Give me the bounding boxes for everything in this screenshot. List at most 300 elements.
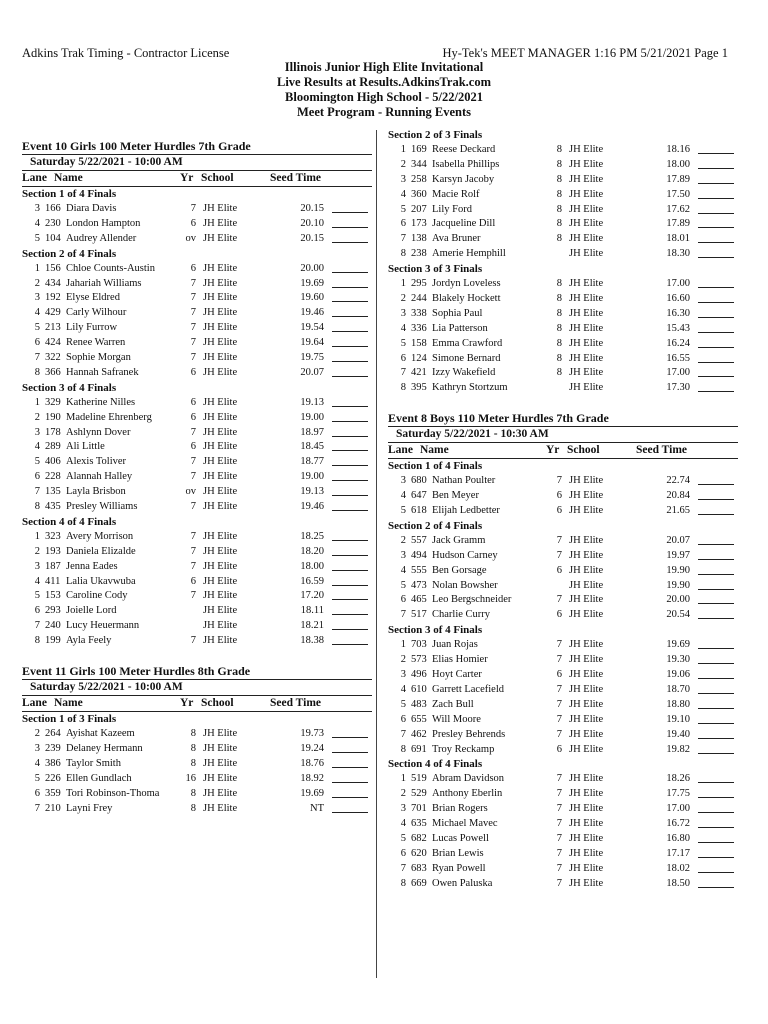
school-name: JH Elite [569,683,604,695]
lane-number: 3 [34,292,40,304]
athlete-name: Katherine Nilles [66,396,136,408]
result-blank-line [332,436,368,437]
athlete-name: Abram Davidson [432,773,505,785]
school-name: JH Elite [569,549,604,561]
athlete-year: 7 [556,803,562,815]
seed-time: 19.69 [666,639,690,651]
entry-row [22,619,372,634]
result-blank-line [332,361,368,362]
lane-number: 8 [400,743,406,755]
seed-time: 19.13 [300,396,324,408]
school-name: JH Elite [203,277,238,289]
school-name: JH Elite [569,322,604,334]
athlete-name: Carly Wilhour [66,307,127,319]
result-blank-line [698,693,734,694]
result-blank-line [332,510,368,511]
name-header: Name [420,444,449,457]
athlete-year: 8 [190,802,196,814]
result-blank-line [698,603,734,604]
result-blank-line [698,347,734,348]
seed-time: 19.64 [300,337,324,349]
competitor-number: 647 [411,490,427,502]
entry-row [22,802,372,817]
entry-row [22,396,372,411]
entry-row [22,455,372,470]
seed-time-header: Seed Time [270,172,322,184]
result-blank-line [332,495,368,496]
competitor-number: 669 [411,877,427,889]
school-name: JH Elite [569,367,604,379]
competitor-number: 228 [45,471,61,483]
school-name: JH Elite [203,802,238,814]
athlete-year: 7 [556,877,562,889]
athlete-name: Lalia Ukavwuba [66,575,136,587]
competitor-number: 210 [45,802,61,814]
session-time: Saturday 5/22/2021 - 10:00 AM [22,679,372,696]
school-name: JH Elite [203,217,238,229]
seed-time: 16.59 [300,575,324,587]
athlete-year: 7 [190,545,196,557]
athlete-name: Owen Paluska [432,877,493,889]
result-blank-line [698,153,734,154]
seed-time: 18.38 [300,635,324,647]
meet-title: Illinois Junior High Elite Invitational [284,60,484,74]
entry-row [22,530,372,545]
athlete-name: Ayishat Kazeem [66,728,135,740]
result-blank-line [698,574,734,575]
lane-number: 3 [400,173,406,185]
seed-time: 19.54 [300,322,324,334]
lane-number: 3 [400,803,406,815]
entry-row [388,802,738,817]
column-divider [376,130,377,978]
school-name: JH Elite [569,203,604,215]
entry-row [22,772,372,787]
school-name: JH Elite [569,773,604,785]
athlete-name: Lucas Powell [432,832,489,844]
seed-time: 18.50 [666,877,690,889]
school-name: JH Elite [203,501,238,513]
lane-number: 2 [34,545,40,557]
athlete-year: 7 [556,683,562,695]
lane-number: 7 [400,233,406,245]
seed-time: 19.40 [666,728,690,740]
seed-time: 17.75 [666,788,690,800]
seed-time: 20.00 [666,594,690,606]
lane-number: 2 [34,411,40,423]
seed-time: 19.10 [666,713,690,725]
entry-row [388,203,738,218]
athlete-year: 7 [556,847,562,859]
athlete-year: 7 [190,292,196,304]
lane-number: 1 [400,278,406,290]
lane-number: 3 [400,549,406,561]
result-blank-line [332,227,368,228]
competitor-number: 680 [411,475,427,487]
school-name: JH Elite [203,575,238,587]
seed-time-header: Seed Time [636,444,688,457]
seed-time: 17.89 [666,218,690,230]
competitor-number: 169 [411,144,427,155]
entry-row [388,743,738,758]
athlete-year: 6 [556,490,562,502]
school-name: JH Elite [569,832,604,844]
competitor-number: 517 [411,609,427,621]
lane-number: 1 [400,144,406,155]
seed-time: 20.07 [666,534,690,546]
athlete-name: Brian Rogers [432,803,488,815]
result-blank-line [332,346,368,347]
meet-venue: Bloomington High School - 5/22/2021 [285,90,483,104]
athlete-name: Elijah Ledbetter [432,505,500,517]
result-blank-line [698,514,734,515]
lane-number: 6 [400,847,406,859]
athlete-year: 8 [556,322,562,334]
year-header: Yr [180,172,194,184]
school-name: JH Elite [203,411,238,423]
lane-number: 5 [34,590,40,602]
result-blank-line [698,198,734,199]
seed-time: 19.90 [666,564,690,576]
session-time: Saturday 5/22/2021 - 10:00 AM [22,154,372,171]
lane-number: 3 [34,426,40,438]
athlete-year: 8 [556,144,562,155]
athlete-name: Brian Lewis [432,847,484,859]
athlete-year: 8 [556,218,562,230]
entry-row [22,787,372,802]
lane-number: 3 [34,560,40,572]
column-header-row [22,171,372,187]
result-blank-line [332,480,368,481]
lane-number: 2 [34,728,40,740]
result-blank-line [698,782,734,783]
competitor-number: 406 [45,456,61,468]
competitor-number: 691 [411,743,427,755]
result-blank-line [698,827,734,828]
lane-number: 6 [400,713,406,725]
school-name: JH Elite [569,788,604,800]
competitor-number: 244 [411,293,427,305]
school-name: JH Elite [203,486,238,498]
competitor-number: 366 [45,366,61,378]
school-name: JH Elite [569,803,604,815]
athlete-year: 7 [190,307,196,319]
lane-number: 5 [400,505,406,517]
seed-time: 20.15 [300,203,324,214]
left-column [22,138,372,830]
section-title: Section 2 of 4 Finals [388,519,483,532]
seed-time: 18.25 [300,530,324,542]
seed-time: 19.69 [300,787,324,799]
athlete-name: Daniela Elizalde [66,545,136,557]
competitor-number: 153 [45,590,61,602]
result-blank-line [698,213,734,214]
entry-row [22,426,372,441]
header-right: Hy-Tek's MEET MANAGER 1:16 PM 5/21/2021 Page 1 [442,46,728,60]
seed-time: 18.02 [666,862,690,874]
name-header: Name [54,172,83,184]
lane-number: 4 [34,307,40,319]
seed-time: 17.50 [666,188,690,200]
competitor-number: 289 [45,441,61,453]
competitor-number: 610 [411,683,427,695]
lane-number: 1 [400,773,406,785]
seed-time: 17.62 [666,203,690,215]
entry-row [22,336,372,351]
competitor-number: 104 [45,232,61,244]
entry-row [22,575,372,590]
lane-header: Lane [388,444,413,457]
athlete-year: 7 [190,352,196,364]
seed-time: 19.13 [300,486,324,498]
competitor-number: 173 [411,218,427,230]
athlete-name: Hannah Safranek [66,366,139,378]
seed-time: 19.24 [300,742,324,754]
school-name: JH Elite [203,426,238,438]
school-name: JH Elite [203,530,238,542]
seed-time: 20.00 [300,262,324,274]
result-blank-line [332,797,368,798]
athlete-year: 7 [556,549,562,561]
school-name: JH Elite [203,772,238,784]
athlete-name: Lucy Heuermann [66,620,140,632]
seed-time: 19.46 [300,307,324,319]
section-title: Section 2 of 3 Finals [388,129,483,141]
section-title: Section 4 of 4 Finals [22,515,117,528]
result-blank-line [698,678,734,679]
seed-time: 17.89 [666,173,690,185]
result-blank-line [698,317,734,318]
entry-row [388,579,738,594]
entry-row [22,757,372,772]
athlete-year: 7 [190,426,196,438]
athlete-year: 7 [190,203,196,214]
athlete-name: Jenna Eades [66,560,118,572]
entry-row [22,560,372,575]
seed-time: NT [310,802,324,814]
athlete-name: Hudson Carney [432,549,498,561]
result-blank-line [698,708,734,709]
seed-time: 16.30 [666,307,690,319]
school-header: School [567,444,600,457]
athlete-year: 8 [556,352,562,364]
competitor-number: 158 [411,337,427,349]
school-name: JH Elite [569,639,604,651]
athlete-name: Audrey Allender [66,232,137,244]
lane-number: 4 [34,757,40,769]
athlete-year: 7 [190,277,196,289]
competitor-number: 411 [45,575,61,587]
entry-row [388,352,738,367]
lane-number: 6 [400,594,406,606]
athlete-year: 7 [556,862,562,874]
athlete-name: Lily Furrow [66,322,118,334]
athlete-year: 6 [190,366,196,378]
athlete-year: 7 [190,501,196,513]
school-name: JH Elite [569,248,604,260]
entry-row [388,608,738,623]
entry-row [388,728,738,743]
lane-number: 5 [34,772,40,784]
seed-time: 15.43 [666,322,690,334]
entry-row [388,653,738,668]
school-name: JH Elite [569,862,604,874]
competitor-number: 618 [411,505,427,517]
result-blank-line [332,287,368,288]
result-blank-line [698,362,734,363]
competitor-number: 573 [411,654,427,666]
athlete-year: 7 [190,560,196,572]
athlete-name: Nolan Bowsher [432,579,498,591]
athlete-name: Tori Robinson-Thoma [66,787,160,799]
school-name: JH Elite [569,278,604,290]
school-name: JH Elite [203,337,238,349]
lane-number: 2 [34,277,40,289]
seed-time: 19.97 [666,549,690,561]
seed-time: 17.30 [666,382,690,394]
athlete-name: Lily Ford [432,203,472,215]
athlete-year: 8 [556,278,562,290]
athlete-name: Lia Patterson [432,322,488,334]
lane-number: 5 [400,832,406,844]
competitor-number: 386 [45,757,61,769]
section-title: Section 3 of 4 Finals [388,624,483,637]
result-blank-line [332,272,368,273]
athlete-name: Jahariah Williams [66,277,142,289]
entry-row [388,787,738,802]
school-name: JH Elite [569,847,604,859]
result-blank-line [698,183,734,184]
result-blank-line [698,544,734,545]
athlete-year: ov [185,486,196,498]
athlete-name: Joielle Lord [66,605,117,617]
seed-time: 20.07 [300,366,324,378]
athlete-year: 8 [556,158,562,170]
athlete-name: Alannah Halley [66,471,133,483]
lane-number: 1 [34,396,40,408]
entry-row [388,713,738,728]
result-blank-line [698,663,734,664]
athlete-name: Jordyn Loveless [432,278,501,290]
result-blank-line [332,614,368,615]
competitor-number: 124 [411,352,427,364]
lane-number: 7 [34,802,40,814]
lane-number: 6 [400,352,406,364]
competitor-number: 473 [411,579,427,591]
competitor-number: 199 [45,635,61,647]
school-name: JH Elite [203,620,238,632]
lane-number: 4 [400,322,406,334]
competitor-number: 529 [411,788,427,800]
athlete-name: Avery Morrison [66,530,134,542]
athlete-name: Presley Williams [66,501,138,513]
event-block [388,410,738,891]
event-title: Event 11 Girls 100 Meter Hurdles 8th Grade [22,664,251,679]
result-blank-line [332,812,368,813]
school-name: JH Elite [569,609,604,621]
entry-row [22,440,372,455]
lane-number: 7 [400,728,406,740]
school-name: JH Elite [569,337,604,349]
competitor-number: 187 [45,560,61,572]
athlete-year: 7 [190,456,196,468]
seed-time: 19.90 [666,579,690,591]
result-blank-line [698,332,734,333]
competitor-number: 238 [411,248,427,260]
athlete-name: Amerie Hemphill [432,248,506,260]
seed-time: 18.26 [666,773,690,785]
athlete-name: Layla Brisbon [66,486,126,498]
entry-row [388,322,738,337]
entry-row [22,202,372,217]
school-name: JH Elite [203,590,238,602]
lane-number: 3 [400,475,406,487]
result-blank-line [332,782,368,783]
result-blank-line [332,540,368,541]
result-blank-line [332,599,368,600]
competitor-number: 359 [45,787,61,799]
athlete-name: Presley Behrends [432,728,506,740]
athlete-name: Macie Rolf [432,188,480,200]
result-blank-line [698,484,734,485]
seed-time: 17.00 [666,278,690,290]
competitor-number: 293 [45,605,61,617]
event-block [22,663,372,816]
entry-row [22,589,372,604]
competitor-number: 156 [45,262,61,274]
athlete-year: 6 [190,411,196,423]
school-name: JH Elite [569,534,604,546]
athlete-year: 16 [185,772,196,784]
entry-row [388,277,738,292]
school-name: JH Elite [203,232,238,244]
athlete-year: 8 [556,173,562,185]
entry-row [22,485,372,500]
athlete-year: 7 [556,534,562,546]
lane-number: 7 [34,352,40,364]
athlete-name: Ayla Feely [66,635,112,647]
competitor-number: 424 [45,337,61,349]
result-blank-line [698,842,734,843]
year-header: Yr [180,697,194,710]
school-name: JH Elite [569,505,604,517]
result-blank-line [698,168,734,169]
athlete-name: Madeline Ehrenberg [66,411,152,423]
result-blank-line [698,887,734,888]
seed-time: 20.15 [300,232,324,244]
seed-time: 19.30 [666,654,690,666]
seed-time: 18.16 [666,144,690,155]
athlete-name: Sophie Morgan [66,352,131,364]
entry-row [388,683,738,698]
seed-time: 16.55 [666,352,690,364]
entry-row [22,306,372,321]
school-name: JH Elite [569,743,604,755]
school-name: JH Elite [569,188,604,200]
result-blank-line [332,555,368,556]
result-blank-line [332,316,368,317]
athlete-name: Ben Gorsage [432,564,487,576]
athlete-year: 7 [556,654,562,666]
result-blank-line [698,738,734,739]
lane-number: 3 [400,669,406,681]
athlete-year: 8 [556,233,562,245]
seed-time: 18.92 [300,772,324,784]
seed-time: 21.65 [666,505,690,517]
athlete-year: 7 [190,337,196,349]
athlete-year: 6 [556,743,562,755]
school-name: JH Elite [569,158,604,170]
